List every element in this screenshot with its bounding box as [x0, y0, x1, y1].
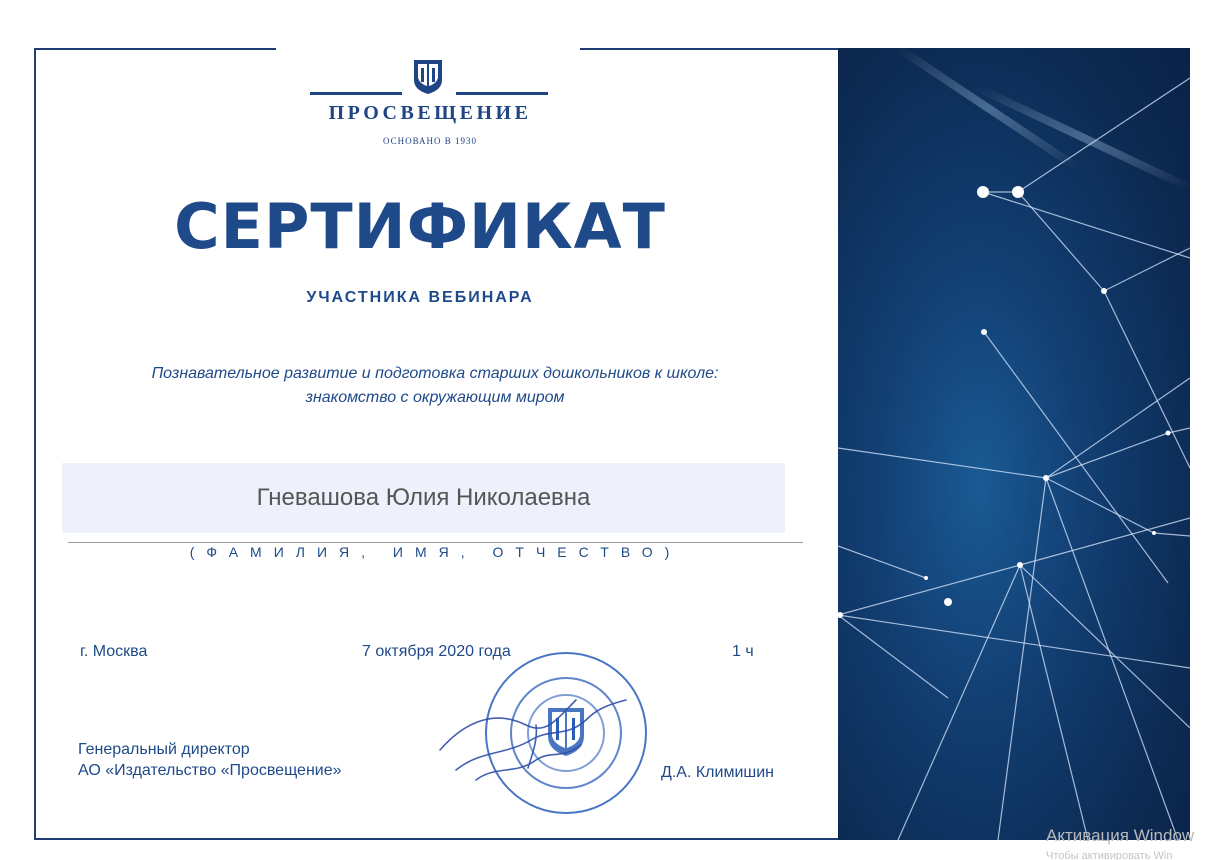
certificate-hours: 1 ч	[732, 643, 754, 660]
director-title-line-2: АО «Издательство «Просвещение»	[78, 762, 342, 779]
network-lines-graphic	[838, 48, 1190, 840]
publisher-shield-icon	[412, 58, 444, 96]
os-activation-watermark-title: Активация Window	[1046, 826, 1195, 845]
recipient-name-caption: (ФАМИЛИЯ, ИМЯ, ОТЧЕСТВО)	[189, 544, 682, 560]
webinar-topic-line-2: знакомство с окружающим миром	[305, 389, 565, 406]
frame-logo-gap	[276, 44, 580, 54]
webinar-topic-line-1: Познавательное развитие и подготовка старших дошкольников к школе:	[151, 365, 719, 382]
director-signature	[436, 680, 636, 790]
certificate-subtitle: УЧАСТНИКА ВЕБИНАРА	[306, 289, 534, 306]
logo-line-left	[310, 92, 402, 95]
recipient-name-underline	[68, 542, 803, 543]
webinar-topic	[70, 362, 800, 410]
decorative-network-panel	[838, 48, 1190, 840]
recipient-name: Гневашова Юлия Николаевна	[256, 484, 591, 511]
publisher-founded: ОСНОВАНО В 1930	[382, 136, 478, 146]
os-activation-watermark-subtitle: Чтобы активировать Win	[1046, 850, 1173, 860]
certificate-title: СЕРТИФИКАТ	[174, 190, 666, 263]
logo-line-right	[456, 92, 548, 95]
director-name: Д.А. Климишин	[661, 764, 774, 781]
director-title	[78, 739, 342, 781]
certificate-date: 7 октября 2020 года	[362, 643, 511, 660]
director-title-line-1: Генеральный директор	[78, 741, 250, 758]
certificate-city: г. Москва	[80, 643, 148, 660]
publisher-name: ПРОСВЕЩЕНИЕ	[328, 102, 532, 124]
publisher-logo	[300, 58, 560, 158]
